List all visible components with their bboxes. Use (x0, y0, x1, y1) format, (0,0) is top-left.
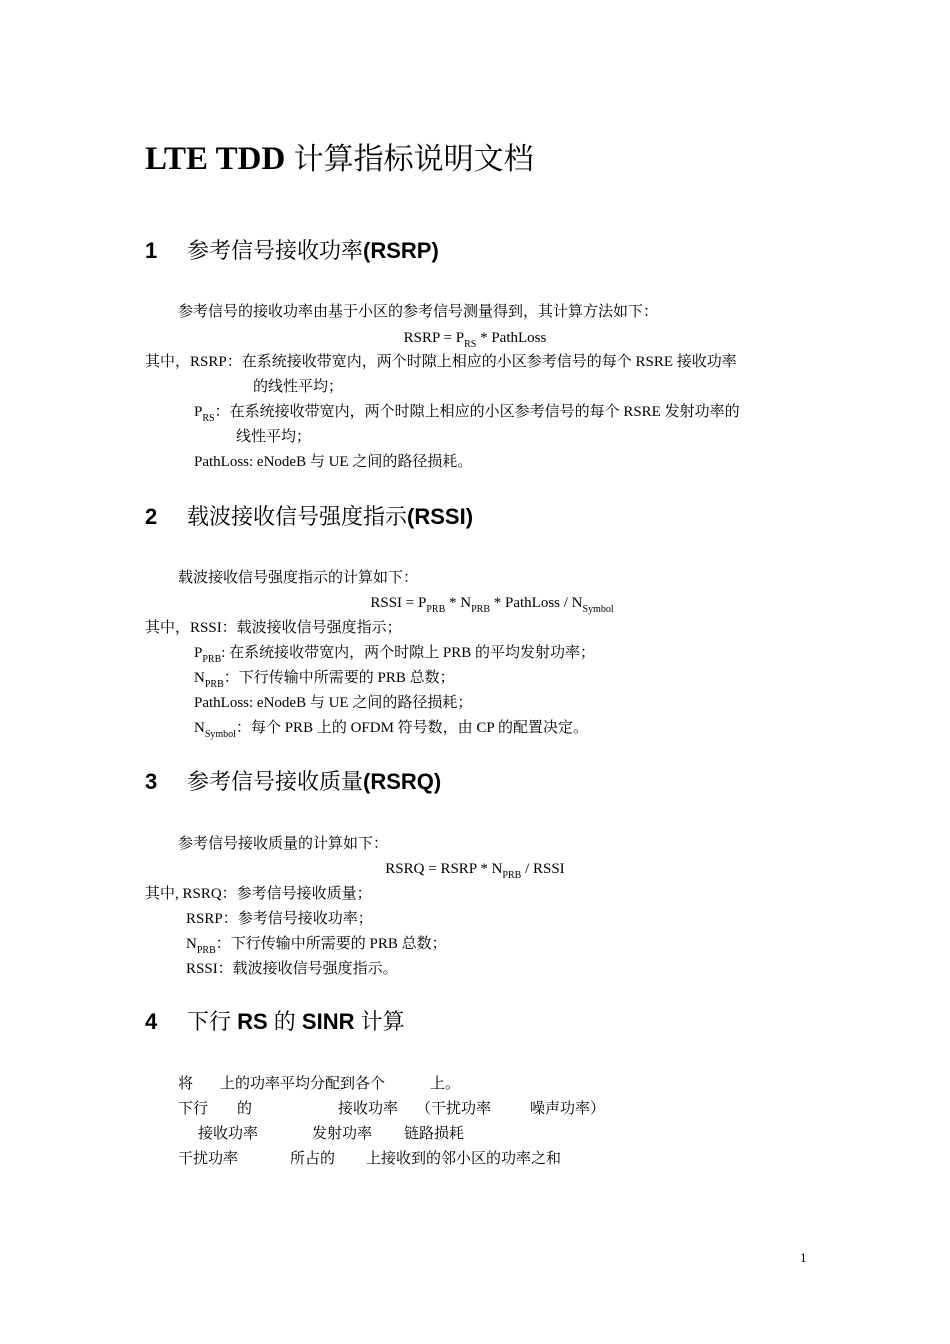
section-title: 参考信号接收质量 (187, 769, 364, 794)
s4-line3-b: 发射功率 (312, 1126, 373, 1142)
section-heading-3 (145, 765, 441, 796)
formula-subscript: PRB (426, 604, 446, 615)
s4-line4-a: 干扰功率 (178, 1151, 239, 1167)
s4-line4-c: 上接收到的邻小区的功率之和 (366, 1151, 562, 1167)
s2-def-rssi: 其中，RSSI：载波接收信号强度指示； (145, 620, 402, 636)
s1-def-rsrp (145, 352, 737, 372)
section-title-abbr: RS (237, 1009, 268, 1034)
formula-part: RSRQ = RSRP * N (385, 861, 503, 877)
section-number: 1 (145, 238, 158, 263)
def-subscript: Symbol (204, 729, 236, 740)
section-heading-1 (145, 234, 439, 265)
section-title-abbr: (RSRQ) (363, 769, 442, 794)
section-number: 3 (145, 769, 158, 794)
def-text: 在系统接收带宽内，两个时隙上相应的小区参考信号的每个 RSRE 接收功率 (241, 354, 737, 370)
section-title-part: 的 (267, 1009, 302, 1034)
section-number: 4 (145, 1009, 158, 1034)
section-number: 2 (145, 504, 158, 529)
section-title: 参考信号接收功率 (187, 238, 364, 263)
def-subscript: RS (202, 413, 215, 424)
section-title-abbr: SINR (301, 1009, 355, 1034)
def-subscript: PRB (196, 945, 216, 956)
section-title-part: 计算 (354, 1009, 405, 1034)
s4-line1-b: 上的功率平均分配到各个 (220, 1076, 386, 1092)
formula-subscript: PRB (471, 604, 490, 615)
page-number: 1 (800, 1250, 807, 1265)
def-label: RSRP： (190, 354, 242, 370)
s1-def-rsrp-cont: 的线性平均； (253, 379, 344, 395)
s1-def-pathloss: PathLoss: eNodeB 与 UE 之间的路径损耗。 (194, 454, 473, 470)
s1-formula (0, 328, 950, 348)
s1-intro: 参考信号的接收功率由基于小区的参考信号测量得到，其计算方法如下： (178, 304, 659, 320)
formula-part: * PathLoss (476, 330, 547, 346)
def-label: N (194, 720, 205, 736)
section-title: 载波接收信号强度指示 (187, 504, 408, 529)
s2-formula (17, 593, 950, 613)
s3-def-rssi: RSSI：载波接收信号强度指示。 (186, 961, 398, 977)
def-text: : 在系统接收带宽内，两个时隙上 PRB 的平均发射功率； (221, 645, 596, 661)
s2-def-pathloss: PathLoss: eNodeB 与 UE 之间的路径损耗； (194, 695, 473, 711)
def-subscript: PRB (204, 679, 224, 690)
section-title-part: 下行 (187, 1009, 238, 1034)
s1-def-prs-cont: 线性平均； (236, 429, 312, 445)
formula-part: * N (445, 595, 472, 611)
title-cjk: 计算指标说明文档 (293, 142, 534, 177)
def-text: ：在系统接收带宽内，两个时隙上相应的小区参考信号的每个 RSRE 发射功率的 (214, 404, 740, 420)
def-subscript: PRB (202, 654, 222, 665)
formula-subscript: RS (464, 339, 477, 350)
s3-def-rsrp: RSRP：参考信号接收功率； (186, 911, 373, 927)
formula-part: * PathLoss / N (490, 595, 583, 611)
s4-line1-a: 将 (178, 1076, 194, 1092)
s4-line2-d: （干扰功率 (416, 1101, 492, 1117)
section-title-abbr: (RSSI) (407, 504, 474, 529)
s2-intro: 载波接收信号强度指示的计算如下： (178, 570, 419, 586)
def-text: ：下行传输中所需要的 PRB 总数； (215, 936, 447, 952)
section-title-abbr: (RSRP) (363, 238, 439, 263)
s4-line3-c: 链路损耗 (404, 1126, 465, 1142)
title-latin: LTE TDD (145, 141, 286, 177)
s1-def-prs (194, 402, 740, 422)
s4-line3-a: 接收功率 (198, 1126, 259, 1142)
s4-line2-e: 噪声功率） (530, 1101, 606, 1117)
formula-part: RSSI = P (370, 595, 427, 611)
document-title (145, 134, 534, 178)
def-text: ：下行传输中所需要的 PRB 总数； (223, 670, 455, 686)
def-label: N (194, 670, 205, 686)
s4-line2-a: 下行 (178, 1101, 209, 1117)
s3-def-rsrq: 其中, RSRQ：参考信号接收质量； (145, 886, 372, 902)
def-label: P (194, 645, 203, 661)
formula-part: RSRP = P (403, 330, 465, 346)
s3-def-nprb (186, 934, 447, 954)
def-text: ：每个 PRB 上的 OFDM 符号数，由 CP 的配置决定。 (235, 720, 588, 736)
s4-line2-b: 的 (237, 1101, 253, 1117)
formula-subscript: Symbol (582, 604, 614, 615)
section-heading-2 (145, 500, 473, 531)
s2-def-pprb (194, 643, 595, 663)
formula-part: / RSSI (521, 861, 565, 877)
s2-def-nsymbol (194, 718, 588, 738)
def-label: P (194, 404, 203, 420)
s2-def-nprb (194, 668, 455, 688)
formula-subscript: PRB (502, 870, 522, 881)
s4-line2-c: 接收功率 (338, 1101, 399, 1117)
s3-formula (0, 859, 950, 879)
def-prefix: 其中， (145, 354, 191, 370)
section-heading-4 (145, 1005, 405, 1036)
s4-line1-c: 上。 (430, 1076, 461, 1092)
s3-intro: 参考信号接收质量的计算如下： (178, 836, 389, 852)
def-label: N (186, 936, 197, 952)
s4-line4-b: 所占的 (290, 1151, 336, 1167)
